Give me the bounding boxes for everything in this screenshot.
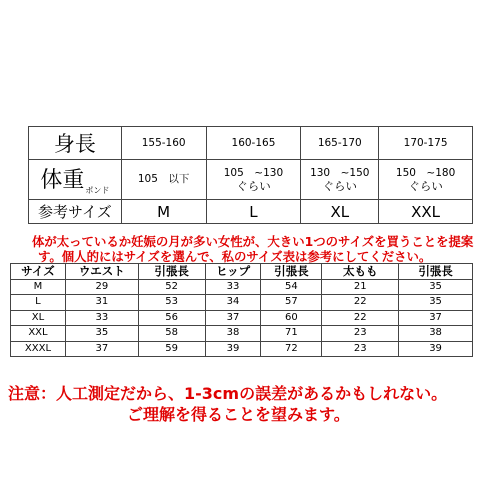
weight-range: 130 ~150 xyxy=(310,166,370,179)
ref-size-cell: XXL xyxy=(379,200,473,224)
table-cell: M xyxy=(11,279,66,295)
table-cell: XL xyxy=(11,310,66,326)
table-row xyxy=(11,341,473,357)
weight-cell xyxy=(379,160,473,200)
table-cell: 37 xyxy=(399,310,473,326)
table-cell: 38 xyxy=(399,326,473,342)
height-range-cell: 160-165 xyxy=(206,127,301,160)
weight-range: 105 以下 xyxy=(137,173,190,185)
size-advice-line-2: す。個人的にはサイズを選んで、私のサイズ表は参考にしてください。 xyxy=(38,249,432,264)
table-row xyxy=(11,295,473,311)
weight-range: 105 ~130 xyxy=(223,166,284,179)
table-row xyxy=(11,310,473,326)
table-cell: 23 xyxy=(322,326,399,342)
table-cell: 31 xyxy=(65,295,138,311)
table-cell: 37 xyxy=(205,310,261,326)
table-cell: 23 xyxy=(322,341,399,357)
table-cell: 56 xyxy=(138,310,205,326)
table-cell: 57 xyxy=(261,295,322,311)
table-cell: 21 xyxy=(322,279,399,295)
weight-label-cell xyxy=(29,160,122,200)
ref-size-cell: XL xyxy=(301,200,379,224)
weight-range: 150 ~180 xyxy=(395,166,456,179)
table-cell: XXL xyxy=(11,326,66,342)
table-cell: 22 xyxy=(322,295,399,311)
column-header: 引張長 xyxy=(138,264,205,280)
ref-size-row xyxy=(29,200,473,224)
size-advice-line-1: 体が太っているか妊娠の月が多い女性が、大きい1つのサイズを買うことを提案 xyxy=(32,234,474,249)
table-cell: 29 xyxy=(65,279,138,295)
table-cell: 60 xyxy=(261,310,322,326)
table-cell: 59 xyxy=(138,341,205,357)
weight-cell xyxy=(121,160,206,200)
column-header: ヒップ xyxy=(205,264,261,280)
column-header: 引張長 xyxy=(399,264,473,280)
table-cell: 33 xyxy=(65,310,138,326)
column-header: 引張長 xyxy=(261,264,322,280)
height-weight-size-table xyxy=(28,126,473,224)
column-header: サイズ xyxy=(11,264,66,280)
table-row xyxy=(11,279,473,295)
height-range-cell: 165-170 xyxy=(301,127,379,160)
table-cell: 22 xyxy=(322,310,399,326)
table-cell: 39 xyxy=(205,341,261,357)
weight-cell xyxy=(206,160,301,200)
table-cell: 35 xyxy=(399,295,473,311)
table-cell: 37 xyxy=(65,341,138,357)
table-cell: 58 xyxy=(138,326,205,342)
ref-size-cell: M xyxy=(121,200,206,224)
table-header-row xyxy=(11,264,473,280)
table-cell: 72 xyxy=(261,341,322,357)
table-cell: 38 xyxy=(205,326,261,342)
table-cell: 53 xyxy=(138,295,205,311)
table-cell: 52 xyxy=(138,279,205,295)
table-cell: 35 xyxy=(65,326,138,342)
column-header: 太もも xyxy=(322,264,399,280)
table-cell: 33 xyxy=(205,279,261,295)
height-row xyxy=(29,127,473,160)
table-cell: 34 xyxy=(205,295,261,311)
weight-approx: ぐらい xyxy=(408,178,443,193)
weight-cell xyxy=(301,160,379,200)
ref-size-label: 参考サイズ xyxy=(29,200,122,224)
table-cell: 39 xyxy=(399,341,473,357)
table-cell: 35 xyxy=(399,279,473,295)
table-cell: L xyxy=(11,295,66,311)
height-label: 身長 xyxy=(29,127,122,160)
size-measurement-table xyxy=(10,263,473,357)
measurement-disclaimer-line-1: 注意：人工測定だから、1-3cmの誤差があるかもしれない。 xyxy=(8,384,448,403)
height-range-cell: 170-175 xyxy=(379,127,473,160)
weight-unit: ポンド xyxy=(85,186,110,195)
column-header: ウエスト xyxy=(65,264,138,280)
table-cell: XXXL xyxy=(11,341,66,357)
measurement-disclaimer-line-2: ご理解を得ることを望みます。 xyxy=(127,405,350,424)
table-cell: 71 xyxy=(261,326,322,342)
table-row xyxy=(11,326,473,342)
height-range-cell: 155-160 xyxy=(121,127,206,160)
table-cell: 54 xyxy=(261,279,322,295)
weight-approx: ぐらい xyxy=(236,178,271,193)
ref-size-cell: L xyxy=(206,200,301,224)
weight-approx: ぐらい xyxy=(322,178,357,193)
weight-label: 体重 xyxy=(40,168,85,193)
weight-row xyxy=(29,160,473,200)
